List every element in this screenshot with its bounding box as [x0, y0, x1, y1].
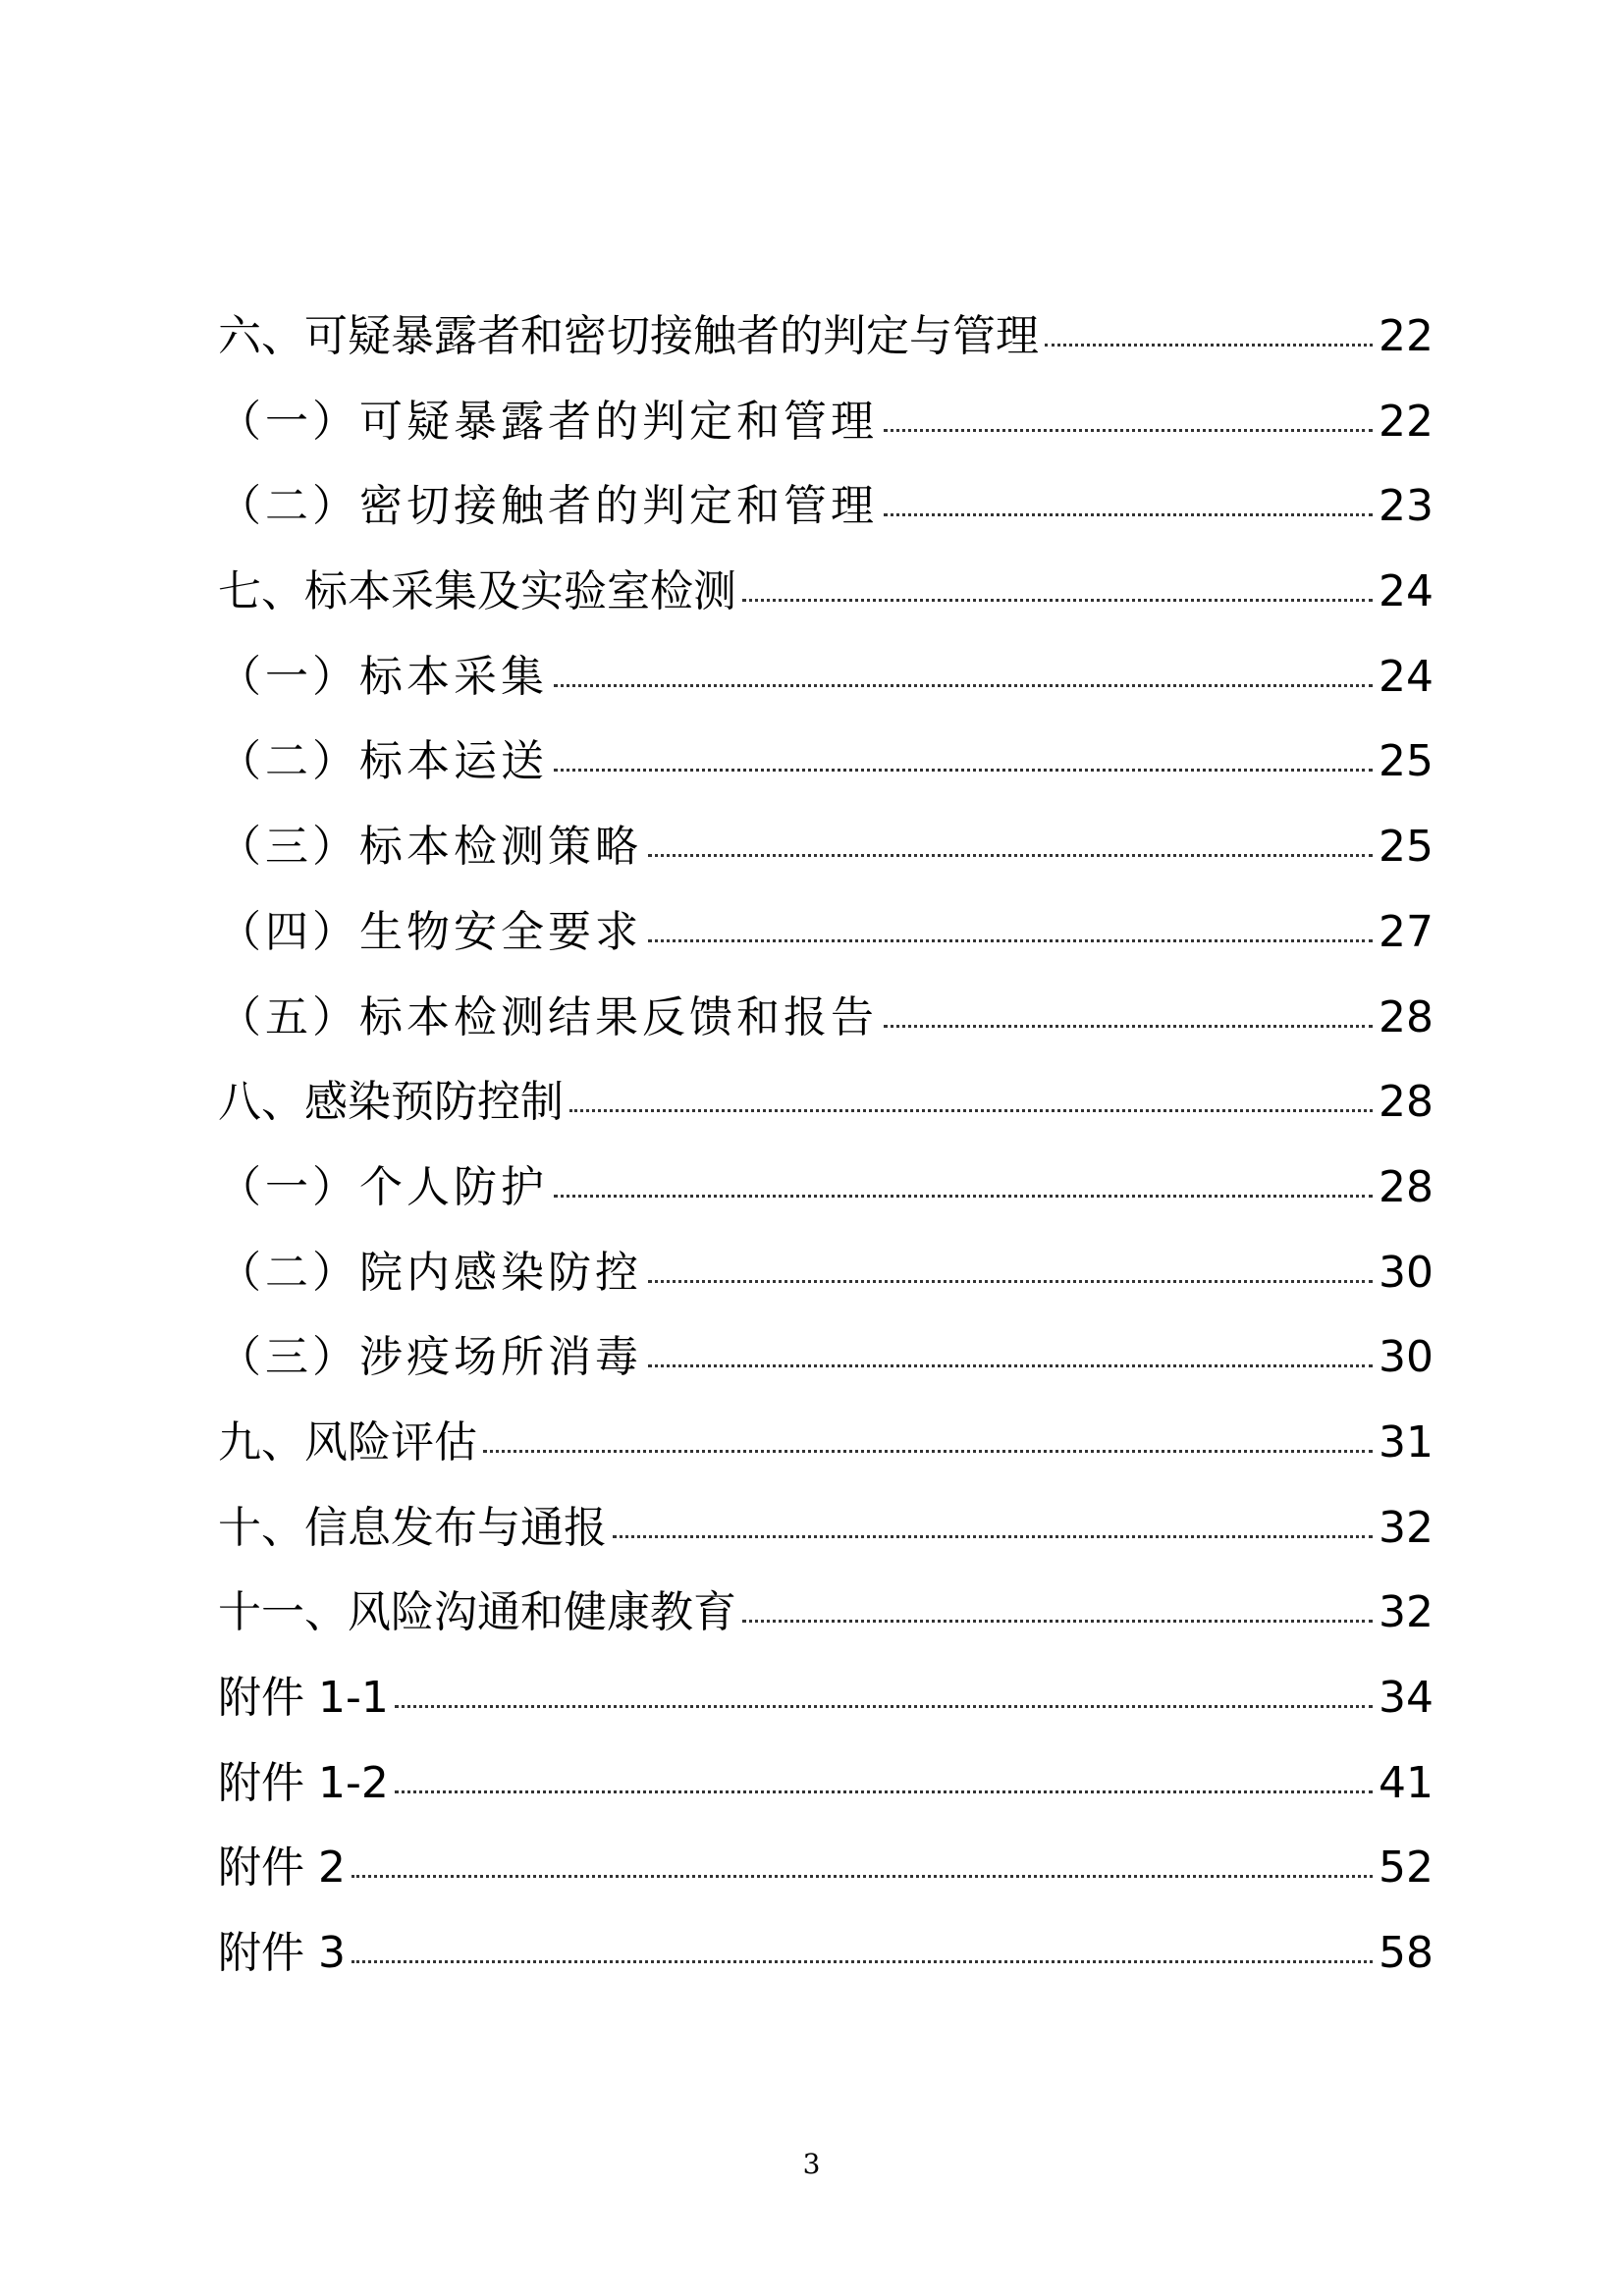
toc-entry-page: 32	[1379, 1502, 1434, 1553]
toc-entry-section-9[interactable]	[218, 1401, 1434, 1486]
toc-entry-title: 附件 1-1	[218, 1673, 389, 1723]
toc-entry-section-10[interactable]	[218, 1486, 1434, 1572]
toc-entry-title: （二）标本运送	[218, 736, 548, 787]
toc-entry-page: 28	[1379, 1077, 1434, 1128]
toc-entry-page: 22	[1379, 396, 1434, 447]
toc-dot-leader	[648, 939, 1373, 942]
toc-dot-leader	[554, 1195, 1373, 1198]
toc-dot-leader	[648, 854, 1373, 857]
toc-entry-page: 23	[1379, 481, 1434, 532]
toc-entry-section-6-1[interactable]	[218, 380, 1434, 465]
toc-dot-leader	[395, 1790, 1373, 1793]
toc-entry-page: 31	[1379, 1416, 1434, 1468]
toc-entry-title: （三）标本检测策略	[218, 822, 642, 873]
toc-entry-section-8-2[interactable]	[218, 1231, 1434, 1316]
toc-entry-page: 58	[1379, 1928, 1434, 1979]
toc-entry-section-8[interactable]	[218, 1060, 1434, 1146]
toc-entry-title: 附件 1-2	[218, 1757, 389, 1808]
toc-entry-section-7-1[interactable]	[218, 635, 1434, 721]
toc-dot-leader	[554, 684, 1373, 687]
toc-entry-page: 28	[1379, 1161, 1434, 1212]
toc-entry-section-7-5[interactable]	[218, 976, 1434, 1061]
toc-entry-title: （一）标本采集	[218, 651, 548, 702]
toc-dot-leader	[554, 769, 1373, 772]
toc-entry-title: 附件 2	[218, 1842, 346, 1894]
toc-entry-title: （五）标本检测结果反馈和报告	[218, 991, 878, 1042]
toc-entry-title: 附件 3	[218, 1928, 346, 1979]
toc-entry-page: 22	[1379, 311, 1434, 361]
toc-entry-title: 十一、风险沟通和健康教育	[218, 1587, 736, 1638]
toc-dot-leader	[613, 1535, 1373, 1538]
toc-dot-leader	[1045, 344, 1373, 347]
toc-entry-page: 25	[1379, 822, 1434, 873]
toc-dot-leader	[648, 1364, 1373, 1367]
toc-entry-section-7-4[interactable]	[218, 890, 1434, 976]
toc-entry-section-6[interactable]	[218, 294, 1434, 380]
toc-entry-title: 九、风险评估	[218, 1416, 477, 1468]
toc-entry-page: 24	[1379, 651, 1434, 702]
toc-entry-page: 30	[1379, 1332, 1434, 1383]
toc-entry-section-7[interactable]	[218, 550, 1434, 635]
toc-entry-page: 27	[1379, 906, 1434, 957]
toc-entry-title: 八、感染预防控制	[218, 1077, 564, 1128]
toc-entry-page: 24	[1379, 566, 1434, 617]
toc-entry-appendix-1-2[interactable]	[218, 1741, 1434, 1827]
toc-dot-leader	[884, 429, 1373, 432]
toc-entry-title: 七、标本采集及实验室检测	[218, 566, 736, 617]
toc-dot-leader	[352, 1875, 1373, 1878]
toc-entry-page: 28	[1379, 991, 1434, 1042]
toc-dot-leader	[352, 1960, 1373, 1963]
toc-entry-page: 41	[1379, 1757, 1434, 1808]
toc-dot-leader	[742, 599, 1373, 602]
toc-dot-leader	[648, 1280, 1373, 1283]
toc-dot-leader	[483, 1450, 1373, 1453]
toc-entry-section-8-1[interactable]	[218, 1146, 1434, 1231]
toc-entry-page: 25	[1379, 736, 1434, 787]
toc-entry-page: 52	[1379, 1842, 1434, 1894]
toc-entry-section-7-3[interactable]	[218, 805, 1434, 890]
table-of-contents	[218, 294, 1434, 1997]
toc-entry-title: （二）密切接触者的判定和管理	[218, 481, 878, 532]
toc-entry-title: （二）院内感染防控	[218, 1247, 642, 1298]
toc-entry-section-7-2[interactable]	[218, 720, 1434, 805]
toc-entry-title: （四）生物安全要求	[218, 906, 642, 957]
toc-entry-title: 六、可疑暴露者和密切接触者的判定与管理	[218, 311, 1039, 361]
toc-entry-page: 32	[1379, 1587, 1434, 1638]
toc-dot-leader	[395, 1705, 1373, 1708]
toc-entry-title: （一）个人防护	[218, 1161, 548, 1212]
toc-entry-section-6-2[interactable]	[218, 464, 1434, 550]
toc-entry-title: （一）可疑暴露者的判定和管理	[218, 396, 878, 447]
toc-entry-page: 30	[1379, 1247, 1434, 1298]
toc-entry-appendix-3[interactable]	[218, 1911, 1434, 1997]
toc-dot-leader	[884, 1025, 1373, 1028]
toc-entry-appendix-2[interactable]	[218, 1826, 1434, 1911]
toc-entry-title: （三）涉疫场所消毒	[218, 1332, 642, 1383]
toc-entry-title: 十、信息发布与通报	[218, 1502, 607, 1553]
toc-entry-page: 34	[1379, 1673, 1434, 1723]
page-number: 3	[802, 2148, 821, 2180]
toc-dot-leader	[884, 513, 1373, 516]
toc-entry-appendix-1-1[interactable]	[218, 1656, 1434, 1741]
toc-entry-section-8-3[interactable]	[218, 1315, 1434, 1401]
toc-entry-section-11[interactable]	[218, 1571, 1434, 1656]
toc-dot-leader	[742, 1620, 1373, 1623]
toc-dot-leader	[569, 1109, 1373, 1112]
